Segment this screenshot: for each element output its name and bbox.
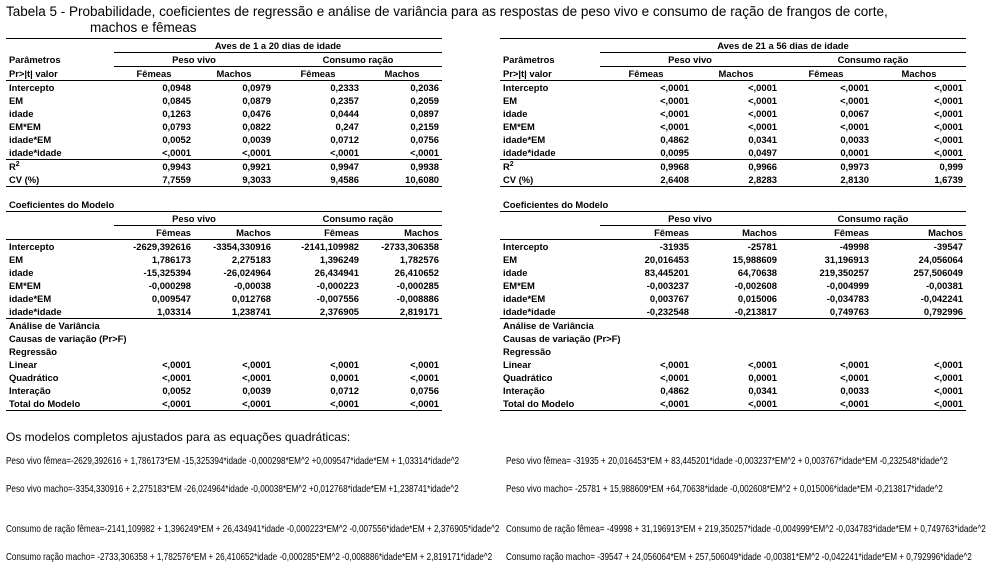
right-coef-label: idade*EM (503, 293, 546, 304)
left-coef-title: Coeficientes do Modelo (9, 199, 115, 210)
table-caption (6, 4, 991, 36)
table-row (500, 94, 966, 107)
right-row-value: <,0001 (934, 82, 963, 93)
right-sub-header: Fêmeas (600, 67, 692, 81)
left-anova-value: 0,0039 (242, 385, 271, 396)
left-row-label: EM (9, 95, 24, 106)
right-anova-value: <,0001 (780, 397, 872, 411)
right-row-value: 0,0001 (780, 146, 872, 160)
table-row (500, 279, 966, 292)
right-row-value: 0,0341 (748, 134, 777, 145)
left-coef-value: 26,410652 (394, 267, 439, 278)
table-row (500, 253, 966, 266)
left-row-value: 0,0756 (410, 134, 439, 145)
left-blank-cell (6, 39, 114, 53)
table-row (500, 384, 966, 397)
right-sub-header: Machos (692, 67, 780, 81)
right-coef-value: -0,042241 (920, 293, 963, 304)
right-coef-consumo-header: Consumo ração (780, 212, 966, 226)
equation-consumo-macho-right: Consumo ração macho= -39547 + 24,056064*EM + 257,506049*idade -0,00381*EM^2 -0,042241*idade*EM + 0,792996*idade^2 (506, 552, 972, 563)
left-sub-header: Pr>|t| valor (6, 67, 114, 81)
left-row-value: 0,2333 (330, 82, 359, 93)
left-coef-value: 2,275183 (231, 254, 271, 265)
table-row (6, 253, 442, 266)
right-row-value: <,0001 (660, 121, 689, 132)
left-anova-value: <,0001 (242, 372, 271, 383)
left-row-value: <,0001 (274, 146, 362, 160)
left-coef-sub-header: Fêmeas (114, 226, 194, 240)
left-coef-value: -0,00038 (233, 280, 271, 291)
left-anova-value: <,0001 (274, 397, 362, 411)
table-row (500, 146, 966, 160)
left-row-value: 0,0039 (242, 134, 271, 145)
right-coef-sub-header: Fêmeas (780, 226, 872, 240)
right-r2-value: 0,9973 (840, 161, 869, 172)
right-coef-value: 64,70638 (737, 267, 777, 278)
right-row-value: 0,0497 (692, 146, 780, 160)
left-period-header: Aves de 1 a 20 dias de idade (114, 39, 442, 53)
right-row-value: 0,4862 (660, 134, 689, 145)
left-row-value: 0,2036 (410, 82, 439, 93)
left-anova-value: <,0001 (162, 359, 191, 370)
left-coef-value: 0,012768 (231, 293, 271, 304)
right-consumo-header: Consumo ração (780, 53, 966, 67)
left-coef-label: idade (9, 267, 34, 278)
right-r2-value: 0,999 (939, 161, 963, 172)
table-row (500, 292, 966, 305)
right-blank-cell (500, 39, 600, 53)
left-coef-value: -2629,392616 (133, 241, 191, 252)
equation-consumo-macho-left: Consumo ração macho= -2733,306358 + 1,782576*EM + 26,410652*idade -0,000285*EM^2 -0,008886*idade*EM + 2,819171*idade^2 (6, 552, 493, 563)
right-anova-value: <,0001 (748, 359, 777, 370)
left-coef-value: -15,325394 (143, 267, 191, 278)
right-coef-value: 257,506049 (913, 267, 963, 278)
left-coef-value: 26,434941 (314, 267, 359, 278)
right-coef-value: 0,003767 (649, 293, 689, 304)
right-row-value: <,0001 (840, 121, 869, 132)
left-cv-value: 9,3033 (194, 173, 274, 187)
table-row (6, 133, 442, 146)
right-coef-value: -0,213817 (692, 305, 780, 319)
left-anova-value: <,0001 (410, 372, 439, 383)
right-anova-group: Regressão (503, 346, 551, 357)
right-anova-value: <,0001 (840, 359, 869, 370)
right-anova-value: <,0001 (934, 372, 963, 383)
right-coef-value: 24,056064 (918, 254, 963, 265)
left-coef-value: 2,376905 (274, 305, 362, 319)
right-anova-label: Interação (503, 385, 545, 396)
left-anova-value: 0,0756 (410, 385, 439, 396)
left-sub-header: Fêmeas (114, 67, 194, 81)
right-coef-value: -39547 (933, 241, 963, 252)
left-anova-value: <,0001 (362, 397, 442, 411)
right-anova-subtitle: Causas de variação (Pr>F) (503, 333, 621, 344)
right-coef-value: -0,034783 (826, 293, 869, 304)
left-anova-group: Regressão (9, 346, 57, 357)
right-probability-table (500, 38, 966, 187)
right-anova-value: <,0001 (660, 359, 689, 370)
right-row-value: <,0001 (934, 134, 963, 145)
left-r2-value: 0,9938 (410, 161, 439, 172)
right-blank-cell (500, 226, 600, 240)
left-row-label: Intercepto (9, 82, 55, 93)
right-r2-value: 0,9966 (748, 161, 777, 172)
left-row-value: 0,1263 (162, 108, 191, 119)
right-anova-value: <,0001 (840, 372, 869, 383)
left-row-value: 0,0897 (410, 108, 439, 119)
right-coef-value: 15,988609 (732, 254, 777, 265)
right-row-value: <,0001 (872, 146, 966, 160)
left-cv-value: 7,7559 (114, 173, 194, 187)
right-coef-label: idade (503, 267, 528, 278)
left-anova-value: <,0001 (114, 397, 194, 411)
table-row (500, 120, 966, 133)
left-row-value: 0,2059 (410, 95, 439, 106)
right-coef-value: 0,015006 (737, 293, 777, 304)
left-coef-sub-header: Machos (194, 226, 274, 240)
right-row-value: <,0001 (934, 121, 963, 132)
left-blank-cell (194, 198, 442, 212)
left-anova-title: Análise de Variância (9, 320, 100, 331)
table-row (500, 305, 966, 319)
right-coef-title: Coeficientes do Modelo (503, 199, 609, 210)
right-coef-value: -0,232548 (600, 305, 692, 319)
table-row (6, 81, 442, 95)
r2-superscript: 2 (15, 160, 20, 168)
left-sub-header: Machos (362, 67, 442, 81)
left-row-value: 0,0822 (242, 121, 271, 132)
table-row (6, 240, 442, 254)
left-coefficients-table (6, 198, 442, 411)
left-row-label: idade*idade (6, 146, 114, 160)
table-row (6, 305, 442, 319)
right-anova-title: Análise de Variância (503, 320, 594, 331)
left-row-value: 0,0948 (162, 82, 191, 93)
right-coef-value: 219,350257 (819, 267, 869, 278)
table-row (6, 107, 442, 120)
left-coef-label: EM (9, 254, 24, 265)
right-coef-value: 20,016453 (644, 254, 689, 265)
right-anova-label: Quadrático (503, 372, 553, 383)
left-row-value: 0,0712 (330, 134, 359, 145)
table-row (500, 81, 966, 95)
left-coef-value: 1,03314 (114, 305, 194, 319)
caption-line-2: machos e fêmeas (90, 20, 197, 35)
right-coef-value: -0,004999 (826, 280, 869, 291)
right-row-value: 0,0095 (600, 146, 692, 160)
right-row-value: 0,0067 (840, 108, 869, 119)
left-row-label: idade (9, 108, 34, 119)
right-coef-sub-header: Machos (872, 226, 966, 240)
left-anova-label: Interação (9, 385, 51, 396)
table-row (6, 358, 442, 371)
right-anova-value: <,0001 (660, 372, 689, 383)
right-row-label: idade (503, 108, 528, 119)
right-row-label: idade*idade (500, 146, 600, 160)
left-row-value: 0,0052 (162, 134, 191, 145)
left-coef-value: -0,008886 (396, 293, 439, 304)
left-probability-table (6, 38, 442, 187)
right-row-label: EM (503, 95, 518, 106)
left-coef-consumo-header: Consumo ração (274, 212, 442, 226)
right-coef-sub-header: Fêmeas (600, 226, 692, 240)
table-row (6, 266, 442, 279)
right-coef-value: 31,196913 (824, 254, 869, 265)
left-anova-value: <,0001 (410, 359, 439, 370)
table-row (500, 266, 966, 279)
right-row-value: <,0001 (934, 95, 963, 106)
right-anova-value: 0,0001 (748, 372, 777, 383)
equation-peso-macho-right: Peso vivo macho= -25781 + 15,988609*EM +64,70638*idade -0,002608*EM^2 + 0,015006*idade*EM -0,213817*idade^2 (506, 484, 943, 495)
right-cv-value: 1,6739 (872, 173, 966, 187)
right-coef-value: -0,003237 (646, 280, 689, 291)
right-row-label: idade*EM (503, 134, 546, 145)
right-sub-header: Fêmeas (780, 67, 872, 81)
right-period-header: Aves de 21 a 56 dias de idade (600, 39, 966, 53)
table-row (6, 94, 442, 107)
left-anova-value: <,0001 (194, 397, 274, 411)
right-coef-value: 0,749763 (780, 305, 872, 319)
left-coef-value: -0,000285 (396, 280, 439, 291)
table-row (500, 397, 966, 411)
right-coef-peso-header: Peso vivo (600, 212, 780, 226)
left-blank-cell (6, 226, 114, 240)
left-coef-value: -0,007556 (316, 293, 359, 304)
left-consumo-header: Consumo ração (274, 53, 442, 67)
right-coef-value: 83,445201 (644, 267, 689, 278)
right-anova-value: <,0001 (872, 397, 966, 411)
r2-superscript: 2 (509, 160, 514, 168)
left-r2-value: 0,9947 (330, 161, 359, 172)
right-peso-vivo-header: Peso vivo (600, 53, 780, 67)
left-anova-label: Linear (9, 359, 38, 370)
right-coef-value: -0,00381 (925, 280, 963, 291)
right-anova-value: <,0001 (934, 385, 963, 396)
left-anova-subtitle: Causas de variação (Pr>F) (9, 333, 127, 344)
table-row (500, 371, 966, 384)
caption-line-1: Tabela 5 - Probabilidade, coeficientes de regressão e análise de variância para as respostas de peso vivo e consumo de ração de frangos de corte, (6, 4, 888, 19)
right-row-value: <,0001 (840, 82, 869, 93)
right-sub-header: Pr>|t| valor (500, 67, 600, 81)
right-coef-value: -49998 (839, 241, 869, 252)
equation-peso-femea-right: Peso vivo fêmea= -31935 + 20,016453*EM + 83,445201*idade -0,003237*EM^2 + 0,003767*idade*EM -0,232548*idade^2 (506, 456, 948, 467)
left-anova-value: <,0001 (162, 372, 191, 383)
left-row-value: 0,0879 (242, 95, 271, 106)
equation-peso-femea-left: Peso vivo fêmea=-2629,392616 + 1,786173*EM -15,325394*idade -0,000298*EM^2 +0,009547*idade*EM + 1,03314*idade^2 (6, 456, 460, 467)
right-blank-cell (692, 198, 966, 212)
right-row-label: Intercepto (503, 82, 549, 93)
right-coef-value: -31935 (659, 241, 689, 252)
left-anova-value: 0,0712 (330, 385, 359, 396)
left-cv-value: 10,6080 (362, 173, 442, 187)
table-row (6, 397, 442, 411)
left-coef-value: -2733,306358 (381, 241, 439, 252)
left-coef-value: 1,786173 (151, 254, 191, 265)
left-coef-value: -0,000298 (148, 280, 191, 291)
equations-intro: Os modelos completos ajustados para as equações quadráticas: (6, 430, 351, 444)
left-coef-value: -3354,330916 (213, 241, 271, 252)
left-params-header: Parâmetros (9, 54, 61, 65)
table-row (6, 120, 442, 133)
left-row-value: 0,0979 (242, 82, 271, 93)
left-row-value: 0,2357 (330, 95, 359, 106)
right-params-header: Parâmetros (503, 54, 555, 65)
right-row-value: <,0001 (748, 108, 777, 119)
right-cv-value: 2,8130 (780, 173, 872, 187)
right-anova-value: 0,0033 (840, 385, 869, 396)
right-sub-header: Machos (872, 67, 966, 81)
left-coef-peso-header: Peso vivo (114, 212, 274, 226)
left-row-value: 0,247 (335, 121, 359, 132)
left-peso-vivo-header: Peso vivo (114, 53, 274, 67)
right-coef-label: idade*idade (500, 305, 600, 319)
right-coef-label: EM*EM (503, 280, 535, 291)
table-row (6, 384, 442, 397)
left-anova-value: 0,0052 (162, 385, 191, 396)
table-row (6, 146, 442, 160)
left-coef-sub-header: Machos (362, 226, 442, 240)
right-row-value: <,0001 (934, 108, 963, 119)
r2-symbol: R (9, 161, 16, 172)
left-row-label: EM*EM (9, 121, 41, 132)
left-blank-cell (6, 212, 114, 226)
right-coef-sub-header: Machos (692, 226, 780, 240)
right-row-value: <,0001 (748, 82, 777, 93)
left-coef-label: idade*idade (6, 305, 114, 319)
left-coef-value: -26,024964 (223, 267, 271, 278)
table-row (6, 292, 442, 305)
right-blank-cell (500, 212, 600, 226)
right-coef-label: EM (503, 254, 518, 265)
left-coef-value: 1,782576 (399, 254, 439, 265)
right-row-value: <,0001 (660, 82, 689, 93)
right-row-value: <,0001 (748, 121, 777, 132)
right-anova-value: <,0001 (600, 397, 692, 411)
left-row-value: <,0001 (114, 146, 194, 160)
left-anova-value: <,0001 (330, 359, 359, 370)
r2-symbol: R (503, 161, 510, 172)
equation-consumo-femea-left: Consumo de ração fêmea=-2141,109982 + 1,396249*EM + 26,434941*idade -0,000223*EM^2 -0,007556*idade*EM + 2,376905*idade^2 (6, 524, 500, 535)
right-cv-value: 2,8283 (692, 173, 780, 187)
right-row-label: EM*EM (503, 121, 535, 132)
left-anova-value: 0,0001 (330, 372, 359, 383)
right-coef-label: Intercepto (503, 241, 549, 252)
equation-consumo-femea-right: Consumo de ração fêmea= -49998 + 31,196913*EM + 219,350257*idade -0,004999*EM^2 -0,034783*idade*EM + 0,749763*idade^2 (506, 524, 986, 535)
left-coef-label: Intercepto (9, 241, 55, 252)
right-cv-value: 2,6408 (600, 173, 692, 187)
left-row-value: 0,0845 (162, 95, 191, 106)
right-anova-label: Total do Modelo (500, 397, 600, 411)
left-row-value: <,0001 (194, 146, 274, 160)
equation-peso-macho-left: Peso vivo macho=-3354,330916 + 2,275183*EM -26,024964*idade -0,00038*EM^2 +0,012768*idade*EM +1,238741*idade^2 (6, 484, 459, 495)
left-coef-value: 0,009547 (151, 293, 191, 304)
right-r2-value: 0,9968 (660, 161, 689, 172)
right-anova-label: Linear (503, 359, 532, 370)
left-r2-value: 0,9921 (242, 161, 271, 172)
right-anova-value: <,0001 (692, 397, 780, 411)
left-row-value: 0,0444 (330, 108, 359, 119)
left-row-value: 0,2159 (410, 121, 439, 132)
left-coef-sub-header: Fêmeas (274, 226, 362, 240)
right-r2-label (500, 160, 600, 174)
left-sub-header: Machos (194, 67, 274, 81)
right-row-value: <,0001 (748, 95, 777, 106)
left-row-value: 0,0793 (162, 121, 191, 132)
left-coef-label: idade*EM (9, 293, 52, 304)
right-coef-value: -0,002608 (734, 280, 777, 291)
left-r2-value: 0,9943 (162, 161, 191, 172)
right-row-value: <,0001 (840, 95, 869, 106)
table-row (500, 358, 966, 371)
table-row (500, 133, 966, 146)
right-anova-value: <,0001 (934, 359, 963, 370)
left-coef-label: EM*EM (9, 280, 41, 291)
left-cv-value: 9,4586 (274, 173, 362, 187)
table-row (6, 371, 442, 384)
left-row-value: 0,0476 (242, 108, 271, 119)
left-r2-label (6, 160, 114, 174)
table-row (500, 240, 966, 254)
table-row (6, 279, 442, 292)
left-coef-value: -0,000223 (316, 280, 359, 291)
right-cv-label: CV (%) (500, 173, 600, 187)
right-coef-value: -25781 (747, 241, 777, 252)
left-anova-value: <,0001 (242, 359, 271, 370)
left-row-value: <,0001 (362, 146, 442, 160)
left-anova-label: Total do Modelo (6, 397, 114, 411)
right-row-value: <,0001 (660, 95, 689, 106)
left-coef-value: 2,819171 (362, 305, 442, 319)
right-row-value: <,0001 (660, 108, 689, 119)
right-anova-value: 0,4862 (660, 385, 689, 396)
right-row-value: 0,0033 (840, 134, 869, 145)
left-cv-label: CV (%) (6, 173, 114, 187)
left-anova-label: Quadrático (9, 372, 59, 383)
left-sub-header: Fêmeas (274, 67, 362, 81)
left-coef-value: -2141,109982 (301, 241, 359, 252)
right-coefficients-table (500, 198, 966, 411)
table-row (500, 107, 966, 120)
right-coef-value: 0,792996 (872, 305, 966, 319)
left-coef-value: 1,238741 (194, 305, 274, 319)
right-anova-value: 0,0341 (748, 385, 777, 396)
left-row-label: idade*EM (9, 134, 52, 145)
left-coef-value: 1,396249 (319, 254, 359, 265)
